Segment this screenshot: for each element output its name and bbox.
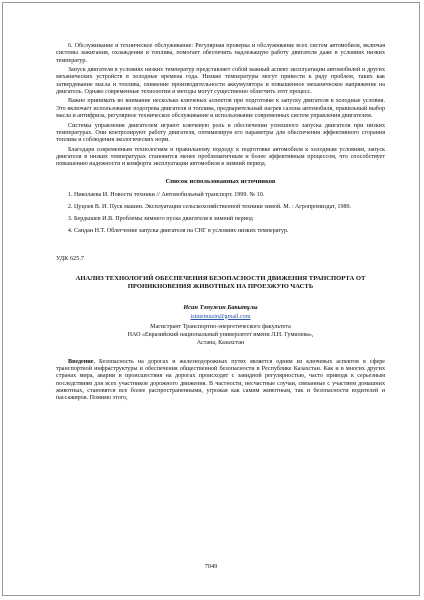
author-name: Исин Тэмужин Бакытұлы (183, 303, 258, 311)
paragraph-control-systems: Системы управления двигателем играют ключевую роль в обеспечении успешного запуска двигателя при низких температурах. Они контролируют работу двигателя, оптимизируя его параметры для обеспечения эффективного сгорания топлива и соблюдения экологических норм. (56, 122, 385, 144)
page-content (56, 43, 385, 402)
introduction-lead: Введение (68, 358, 94, 365)
author-affiliation (56, 323, 385, 347)
paragraph-key-aspects: Важно принимать во внимание несколько ключевых аспектов при подготовке к запуску двигателя в холодные условия. Это включает использование подогрева двигателя и топлива, предварительный нагрев салона автомобиля, правильный выбор масла и антифриза, регулярное техническое обслуживание и использование современных систем управления двигателем. (56, 98, 385, 120)
paragraph-maintenance: 6. Обслуживание и техническое обслуживание: Регулярная проверка и обслуживание всех систем автомобиля, включая системы зажигания, охлаждения и топлива, помогает обеспечить надлежащую работу двигателя даже в условиях низких температур. (56, 43, 385, 64)
reference-item: 1. Николаева И. Новости техники // Автомобильный транспорт. 1999. № 10. (74, 192, 385, 199)
page-number: 7049 (204, 563, 218, 570)
introduction-paragraph (56, 359, 385, 403)
article-title: АНАЛИЗ ТЕХНОЛОГИЙ ОБЕСПЕЧЕНИЯ БЕЗОПАСНОСТИ ДВИЖЕНИЯ ТРАНСПОРТА ОТ ПРОНИКНОВЕНИЯ ЖИВОТНЫХ НА ПРОЕЗЖУЮ ЧАСТЬ (75, 274, 366, 290)
affiliation-line: Магистрант Транспортно-энергетического факультета (150, 323, 291, 330)
affiliation-line: Астана, Казахстан (196, 339, 245, 346)
author-email-link[interactable]: isintemuzin@gmail.com (190, 313, 251, 320)
document-page (2, 2, 420, 596)
udk-code: УДК 625.7 (56, 254, 85, 262)
reference-item: 2. Цуцоев В. И. Пуск машин. Эксплуатация сельскохозяйственной техники зимой. М. : Агропромиздат, 1989. (74, 204, 385, 211)
paragraph-conclusion: Благодаря современным технологиям и правильному подходу к подготовке автомобиля к холодным условиям, запуск двигателя в низких температурах становится менее проблематичным и более эффективным процессом, что способствует повышению надежности и комфорта эксплуатации автомобиля в зимний период. (56, 146, 385, 168)
paragraph-cold-start: Запуск двигателя в условиях низких температур представляет собой важный аспект эксплуатации автомобилей и других механических устройств в холодные времена года. Низкие температуры могут привести к ряду проблем, таких как затвердевание масла и топлива, снижение производительности аккумулятора и повышенное механическое напряжение на двигатель. Однако современные технологии и методы могут существенно облегчить этот процесс. (56, 67, 385, 95)
introduction-text: . Безопасность на дорогах и железнодорожных путях является одним из ключевых аспектов в сфере транспортной инфраструктуры и обеспечения общественной безопасности в Республике Казахстан. Как и в многих других странах мира, аварии и происшествия на дорогах происходят с завидной регулярностью, часто приводя к серьезным последствиям для всех участников дорожного движения. В частности, несчастные случаи, связанные с участием домашних животных, становятся все более распространенными, угрожая как самим животным, так и безопасности водителей и пассажиров. Помимо этого, (56, 358, 385, 402)
reference-item: 3. Бердышев И.В. Проблемы зимнего пуска двигателя в зимний период (74, 216, 385, 223)
references-list (56, 192, 385, 236)
references-title: Список использованных источников (165, 177, 276, 185)
affiliation-line: НАО «Евразийский национальный университет имени Л.Н. Гумилева», (127, 331, 314, 338)
reference-item: 4. Сандан Н.Т. Облегчение запуска двигателя на СНГ в условиях низких температур. (74, 228, 385, 235)
